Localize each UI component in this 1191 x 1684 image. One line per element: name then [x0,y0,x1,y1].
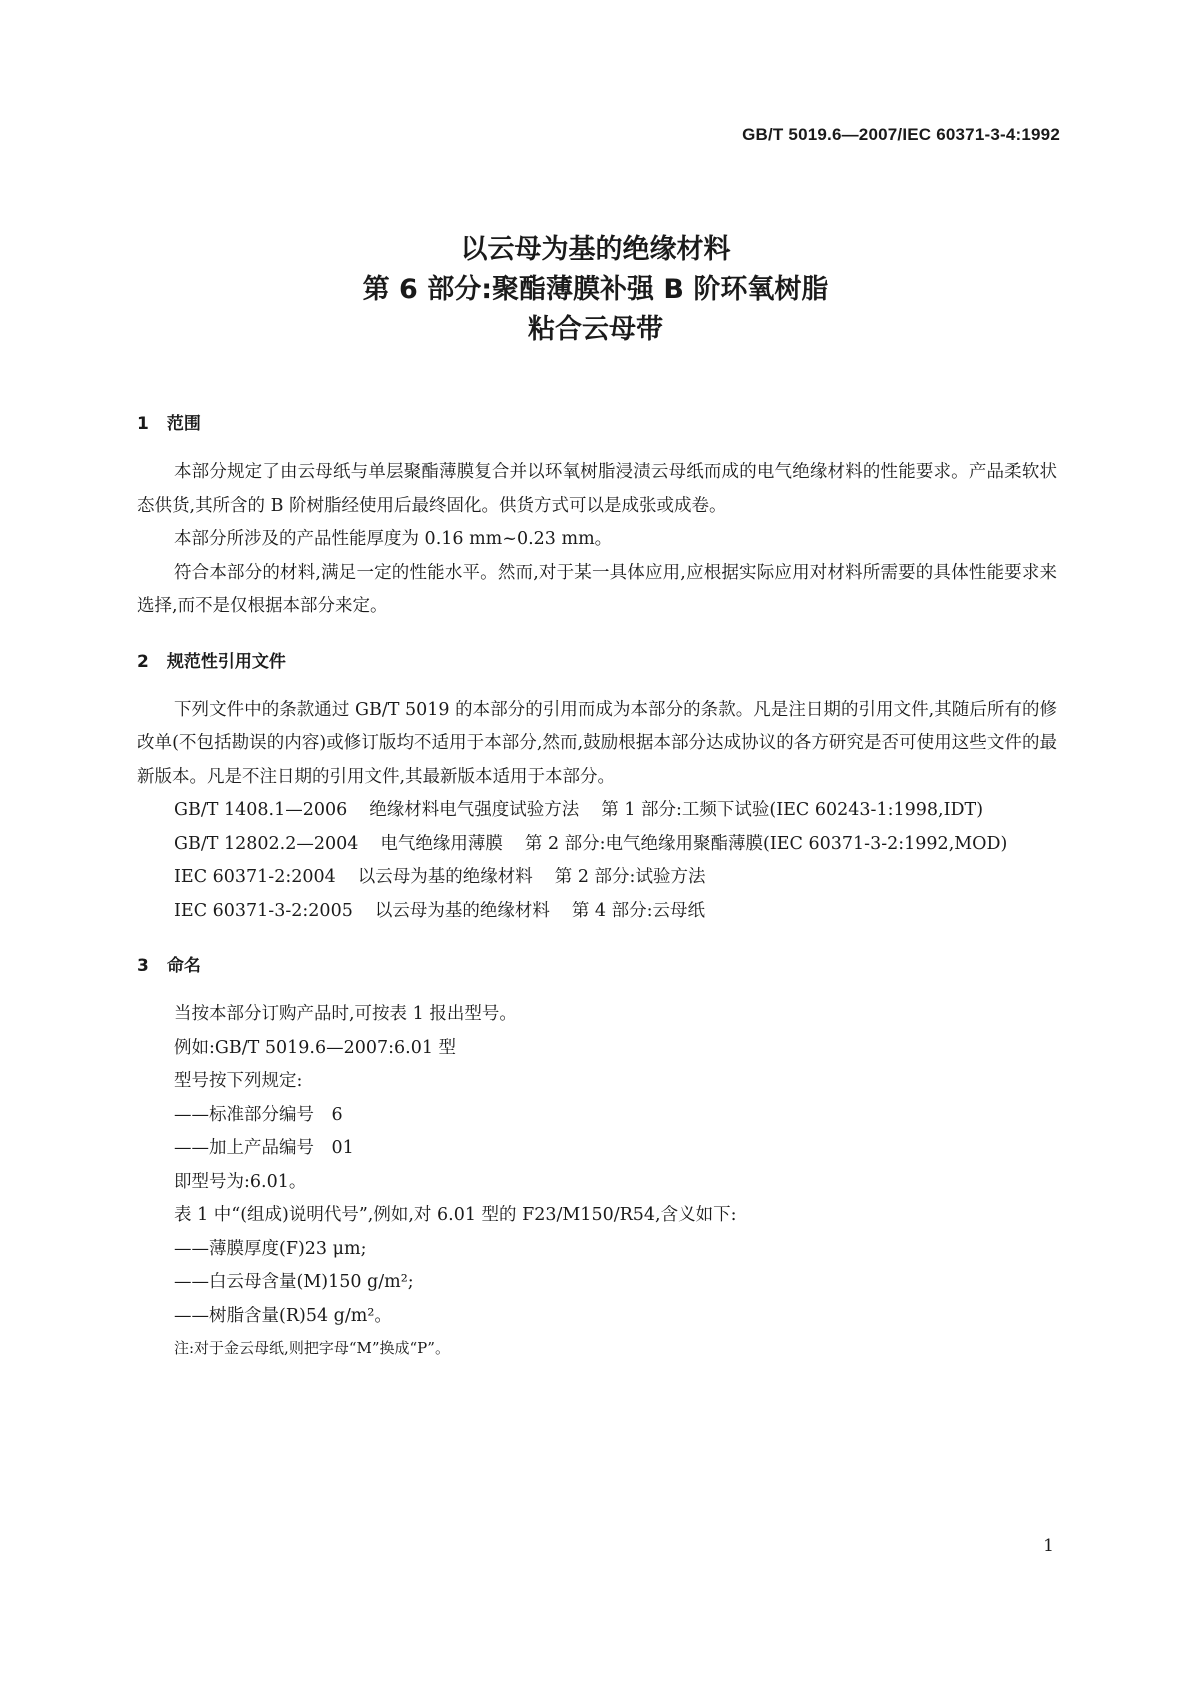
section-1-heading [137,410,1057,438]
paragraph: 下列文件中的条款通过 GB/T 5019 的本部分的引用而成为本部分的条款。凡是注日期的引用文件,其随后所有的修改单(不包括勘误的内容)或修订版均不适用于本部分,然而,鼓励根据本部分达成协议的各方研究是否可使用这些文件的最新版本。凡是不注日期的引用文件,其最新版本适用于本部分。 [137,699,1057,787]
reference-title: 以云母为基的绝缘材料 [374,900,550,921]
reference-item [137,861,1057,895]
text-line: 当按本部分订购产品时,可按表 1 报出型号。 [174,1004,517,1024]
reference-part: 第 4 部分:云母纸 [571,900,705,921]
reference-code: IEC 60371-3-2:2005 [174,900,353,921]
section-3-heading [137,952,1057,980]
reference-title: 绝缘材料电气强度试验方法 [369,800,580,820]
section-number: 1 [137,414,149,434]
text-line: ——加上产品编号 01 [174,1138,354,1158]
text-line: ——树脂含量(R)54 g/m²。 [174,1305,392,1326]
section-number: 3 [137,956,149,976]
section-title: 规范性引用文件 [166,651,286,672]
reference-title: 电气绝缘用薄膜 [380,833,503,854]
reference-part: 第 1 部分:工频下试验(IEC 60243-1:1998,IDT) [601,800,984,820]
text-line: 例如:GB/T 5019.6—2007:6.01 型 [174,1037,457,1058]
paragraph: 符合本部分的材料,满足一定的性能水平。然而,对于某一具体应用,应根据实际应用对材料所需要的具体性能要求来选择,而不是仅根据本部分来定。 [137,562,1057,616]
reference-code: IEC 60371-2:2004 [174,867,336,887]
reference-item [137,794,1057,828]
text-line: 型号按下列规定: [174,1071,303,1091]
text-line: ——标准部分编号 6 [174,1104,343,1125]
section-2-heading [137,648,1057,676]
section-number: 2 [137,651,149,672]
page-number: 1 [1043,1536,1054,1556]
title-line-1: 以云母为基的绝缘材料 [460,234,731,265]
title-line-3: 粘合云母带 [528,314,663,345]
document-body [137,410,1057,1363]
reference-part: 第 2 部分:电气绝缘用聚酯薄膜(IEC 60371-3-2:1992,MOD) [524,833,1008,854]
text-line: 表 1 中“(组成)说明代号”,例如,对 6.01 型的 F23/M150/R54,含义如下: [174,1205,737,1225]
reference-code: GB/T 12802.2—2004 [174,833,359,854]
text-line: ——薄膜厚度(F)23 μm; [174,1238,367,1259]
reference-title: 以云母为基的绝缘材料 [357,867,533,887]
text-line: ——白云母含量(M)150 g/m²; [174,1272,414,1292]
title-line-2: 第 6 部分:聚酯薄膜补强 B 阶环氧树脂 [362,274,829,305]
paragraph: 本部分规定了由云母纸与单层聚酯薄膜复合并以环氧树脂浸渍云母纸而成的电气绝缘材料的性能要求。产品柔软状态供货,其所含的 B 阶树脂经使用后最终固化。供货方式可以是成张或成卷。 [137,462,1057,516]
note: 注:对于金云母纸,则把字母“M”换成“P”。 [174,1339,450,1357]
text-line: 即型号为:6.01。 [174,1171,307,1192]
paragraph: 本部分所涉及的产品性能厚度为 0.16 mm~0.23 mm。 [174,529,613,549]
reference-code: GB/T 1408.1—2006 [174,800,348,820]
document-title [0,230,1191,350]
reference-item [137,895,1057,929]
reference-part: 第 2 部分:试验方法 [554,867,706,887]
header-code: GB/T 5019.6—2007/IEC 60371-3-4:1992 [742,125,1060,144]
section-title: 命名 [166,956,201,976]
section-title: 范围 [166,414,201,434]
reference-item [137,828,1057,862]
